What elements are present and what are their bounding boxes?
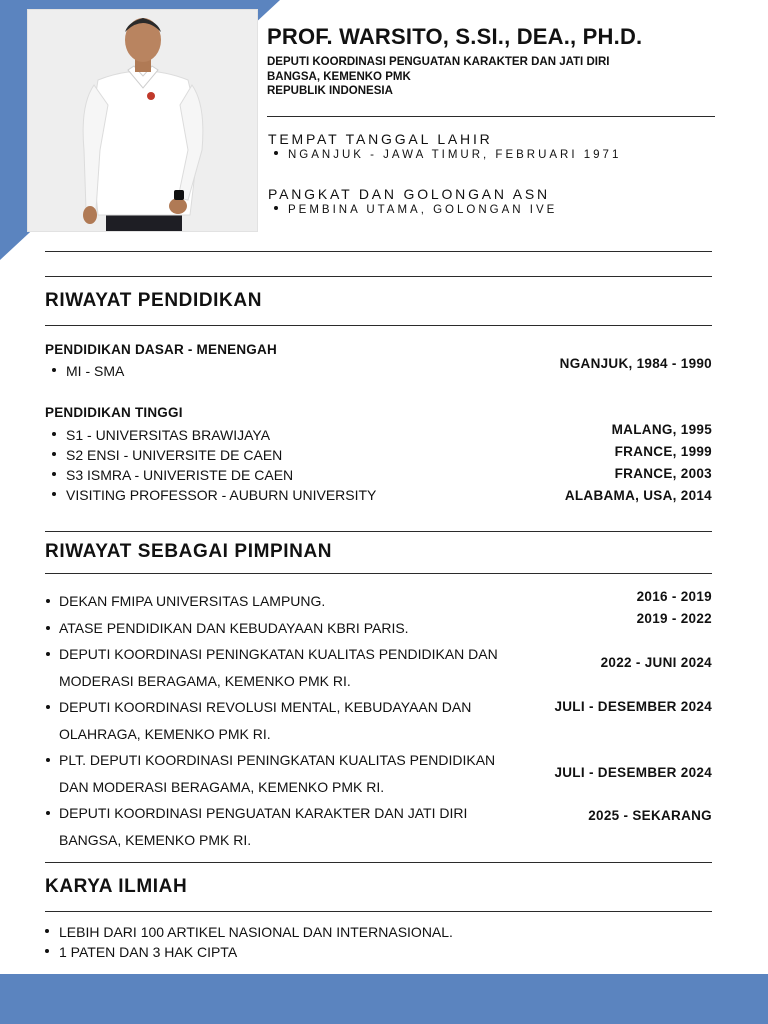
bullet-icon <box>52 432 56 436</box>
period: JULI - DESEMBER 2024 <box>554 765 712 780</box>
bullet-icon <box>45 800 59 826</box>
basic-education-title: PENDIDIKAN DASAR - MENENGAH <box>45 342 277 357</box>
rank-value: PEMBINA UTAMA, GOLONGAN IVE <box>274 204 557 216</box>
list-item: 1 PATEN DAN 3 HAK CIPTA <box>45 944 237 960</box>
divider <box>45 531 712 532</box>
divider <box>45 251 712 252</box>
footer-bar <box>0 974 768 1024</box>
position-line: REPUBLIK INDONESIA <box>267 85 393 97</box>
place-year: MALANG, 1995 <box>611 422 712 437</box>
bullet-icon <box>45 929 49 933</box>
list-item: LEBIH DARI 100 ARTIKEL NASIONAL DAN INTERNASIONAL. <box>45 924 453 940</box>
list-item: DEPUTI KOORDINASI REVOLUSI MENTAL, KEBUDAYAAN DAN OLAHRAGA, KEMENKO PMK RI. <box>45 694 515 747</box>
profile-photo <box>27 9 258 232</box>
works-title: KARYA ILMIAH <box>45 876 188 897</box>
leadership-title: RIWAYAT SEBAGAI PIMPINAN <box>45 541 333 562</box>
period: JULI - DESEMBER 2024 <box>554 699 712 714</box>
higher-education-title: PENDIDIKAN TINGGI <box>45 405 183 420</box>
period: 2025 - SEKARANG <box>588 808 712 823</box>
profile-name: PROF. WARSITO, S.SI., DEA., PH.D. <box>267 24 643 49</box>
period: 2016 - 2019 <box>636 589 712 604</box>
list-item: S1 - UNIVERSITAS BRAWIJAYA <box>52 427 270 443</box>
list-item: S2 ENSI - UNIVERSITE DE CAEN <box>52 447 282 463</box>
place-year: ALABAMA, USA, 2014 <box>564 488 712 503</box>
divider <box>267 116 715 117</box>
list-item: MI - SMA <box>52 363 124 379</box>
position-line: BANGSA, KEMENKO PMK <box>267 70 411 83</box>
period: 2022 - JUNI 2024 <box>600 655 712 670</box>
bullet-icon <box>52 492 56 496</box>
divider <box>45 911 712 912</box>
list-item: VISITING PROFESSOR - AUBURN UNIVERSITY <box>52 487 376 503</box>
list-item: DEKAN FMIPA UNIVERSITAS LAMPUNG. <box>45 588 515 615</box>
bullet-icon <box>45 641 59 667</box>
birth-label: TEMPAT TANGGAL LAHIR <box>268 131 493 147</box>
position-line: DEPUTI KOORDINASI PENGUATAN KARAKTER DAN JATI DIRI <box>267 56 610 68</box>
bullet-icon <box>274 206 278 210</box>
divider <box>45 325 712 326</box>
rank-label: PANGKAT DAN GOLONGAN ASN <box>268 186 550 202</box>
place-year: FRANCE, 1999 <box>614 444 712 459</box>
bullet-icon <box>45 694 59 720</box>
bullet-icon <box>45 949 49 953</box>
bullet-icon <box>52 472 56 476</box>
bullet-icon <box>45 588 59 614</box>
list-item: DEPUTI KOORDINASI PENINGKATAN KUALITAS PENDIDIKAN DAN MODERASI BERAGAMA, KEMENKO PMK RI. <box>45 641 515 694</box>
list-item: ATASE PENDIDIKAN DAN KEBUDAYAAN KBRI PARIS. <box>45 615 515 642</box>
list-item: DEPUTI KOORDINASI PENGUATAN KARAKTER DAN JATI DIRI BANGSA, KEMENKO PMK RI. <box>45 800 515 853</box>
bullet-icon <box>45 747 59 773</box>
bullet-icon <box>52 368 56 372</box>
education-title: RIWAYAT PENDIDIKAN <box>45 290 263 311</box>
profile-position <box>267 55 707 99</box>
basic-education-place-year: NGANJUK, 1984 - 1990 <box>559 356 712 371</box>
bullet-icon <box>45 615 59 641</box>
bullet-icon <box>274 151 278 155</box>
divider <box>45 862 712 863</box>
list-item: PLT. DEPUTI KOORDINASI PENINGKATAN KUALITAS PENDIDIKAN DAN MODERASI BERAGAMA, KEMENKO PMK RI. <box>45 747 515 800</box>
divider <box>45 276 712 277</box>
list-item: S3 ISMRA - UNIVERISTE DE CAEN <box>52 467 293 483</box>
period: 2019 - 2022 <box>636 611 712 626</box>
divider <box>45 573 712 574</box>
birth-value: NGANJUK - JAWA TIMUR, FEBRUARI 1971 <box>274 149 621 161</box>
bullet-icon <box>52 452 56 456</box>
place-year: FRANCE, 2003 <box>614 466 712 481</box>
